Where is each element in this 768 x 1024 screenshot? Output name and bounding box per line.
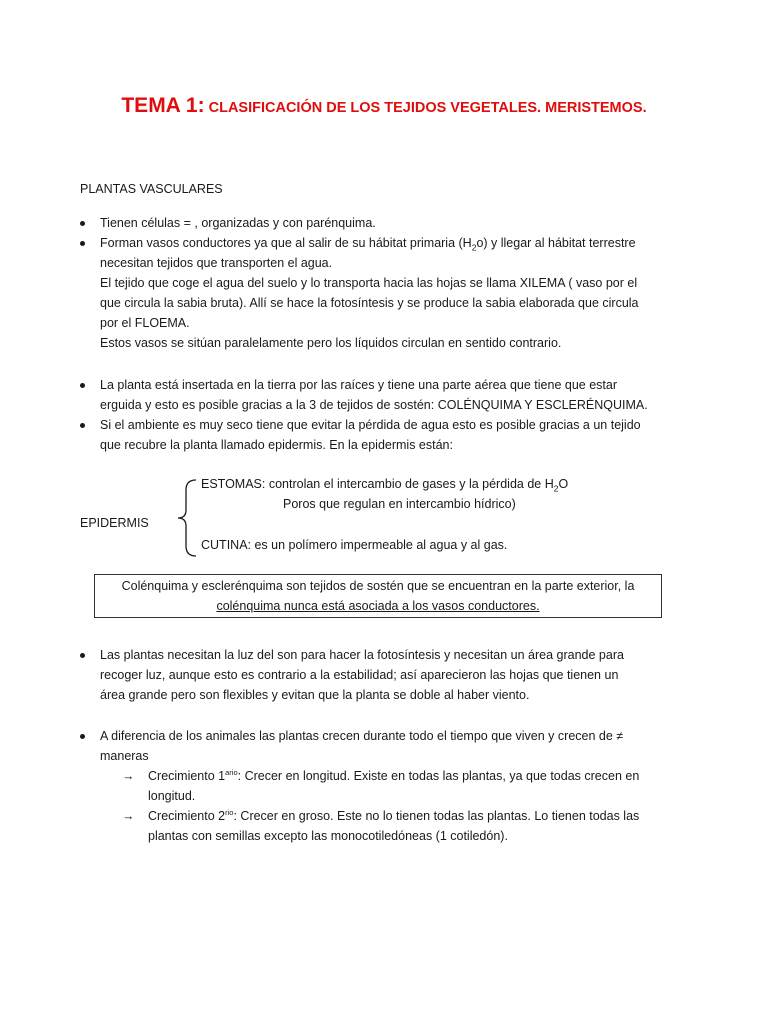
superscript: ario [225, 767, 238, 777]
text-line: Las plantas necesitan la luz del son para hacer la fotosíntesis y necesitan un área grande para [100, 648, 624, 662]
epidermis-label: EPIDERMIS [80, 516, 149, 530]
list-item [80, 645, 680, 705]
text-line: recoger luz, aunque esto es contrario a la estabilidad; así aparecieron las hojas que tienen un [100, 668, 619, 682]
bullet-icon [80, 383, 85, 388]
arrow-right-icon: → [122, 809, 135, 823]
text-span: Crecimiento 2 [148, 809, 226, 823]
text-line: que recubre la planta llamado epidermis. En la epidermis están: [100, 438, 453, 452]
text-line: maneras [100, 749, 149, 763]
text-span: ESTOMAS: controlan el intercambio de gases y la pérdida de H [201, 477, 554, 491]
text-line [100, 233, 680, 253]
text-line: La planta está insertada en la tierra por las raíces y tiene una parte aérea que tiene que estar [100, 378, 617, 392]
text-span: Forman vasos conductores ya que al salir de su hábitat primaria (H [100, 236, 472, 250]
text-span: : Crecer en groso. Este no lo tienen todas las plantas. Lo tienen todas las [233, 809, 640, 823]
title-prefix: TEMA 1: [121, 94, 205, 117]
text-line: área grande pero son flexibles y evitan que la planta se doble al haber viento. [100, 688, 530, 702]
text-line: necesitan tejidos que transporten el agua. [100, 256, 333, 270]
text-line: Si el ambiente es muy seco tiene que evitar la pérdida de agua esto es posible gracias a un tejido [100, 418, 641, 432]
bullet-icon [80, 734, 85, 739]
text-span: : Crecer en longitud. Existe en todas las plantas, ya que todas crecen en [237, 769, 640, 783]
bullet-icon [80, 653, 85, 658]
text-line: erguida y esto es posible gracias a la 3 de tejidos de sostén: COLÉNQUIMA Y ESCLERÉNQUIMA. [100, 398, 648, 412]
estomas-line-2: Poros que regulan en intercambio hídrico) [283, 497, 516, 511]
bullet-list-1 [80, 213, 680, 353]
text-line: El tejido que coge el agua del suelo y lo transporta hacia las hojas se llama XILEMA ( vaso por el [100, 276, 638, 290]
note-line-1: Colénquima y esclerénquima son tejidos de sostén que se encuentran en la parte exterior, la [121, 579, 635, 593]
section-heading: PLANTAS VASCULARES [80, 182, 223, 196]
text-line: plantas con semillas excepto las monocotiledóneas (1 cotiledón). [148, 829, 508, 843]
subscript: 2 [553, 483, 559, 494]
estomas-line [201, 477, 569, 494]
note-line-2: colénquima nunca está asociada a los vasos conductores. [216, 599, 540, 613]
subscript: 2 [471, 242, 477, 253]
text-line [148, 806, 680, 826]
growth-item-primary [100, 766, 680, 806]
growth-item-secondary [100, 806, 680, 846]
page-title [0, 94, 768, 118]
text-span: o) y llegar al hábitat terrestre [476, 236, 636, 250]
list-item [80, 415, 680, 455]
list-item [80, 726, 680, 766]
title-text: CLASIFICACIÓN DE LOS TEJIDOS VEGETALES. MERISTEMOS. [204, 100, 647, 116]
arrow-right-icon: → [122, 769, 135, 783]
curly-brace-icon [176, 478, 200, 558]
text-line: longitud. [148, 789, 196, 803]
list-item [80, 233, 680, 353]
text-line: por el FLOEMA. [100, 316, 190, 330]
superscript: rio [225, 807, 234, 817]
text-line [148, 766, 680, 786]
text-line: Estos vasos se sitúan paralelamente pero los líquidos circulan en sentido contrario. [100, 336, 562, 350]
list-item [80, 213, 680, 233]
cutina-line: CUTINA: es un polímero impermeable al agua y al gas. [201, 538, 508, 552]
text-line: A diferencia de los animales las plantas crecen durante todo el tiempo que viven y crecen de ≠ [100, 729, 624, 743]
text-span: O [558, 477, 569, 491]
bullet-icon [80, 241, 85, 246]
bullet-icon [80, 423, 85, 428]
note-box [94, 574, 662, 618]
text-line: Tienen células = , organizadas y con parénquima. [100, 216, 376, 230]
bullet-list-3 [80, 645, 680, 705]
text-span: Crecimiento 1 [148, 769, 226, 783]
bullet-icon [80, 221, 85, 226]
bullet-list-4 [80, 726, 680, 846]
text-line: que circula la sabia bruta). Allí se hace la fotosíntesis y se produce la sabia elaborada que circula [100, 296, 639, 310]
list-item [80, 375, 680, 415]
bullet-list-2 [80, 375, 680, 455]
